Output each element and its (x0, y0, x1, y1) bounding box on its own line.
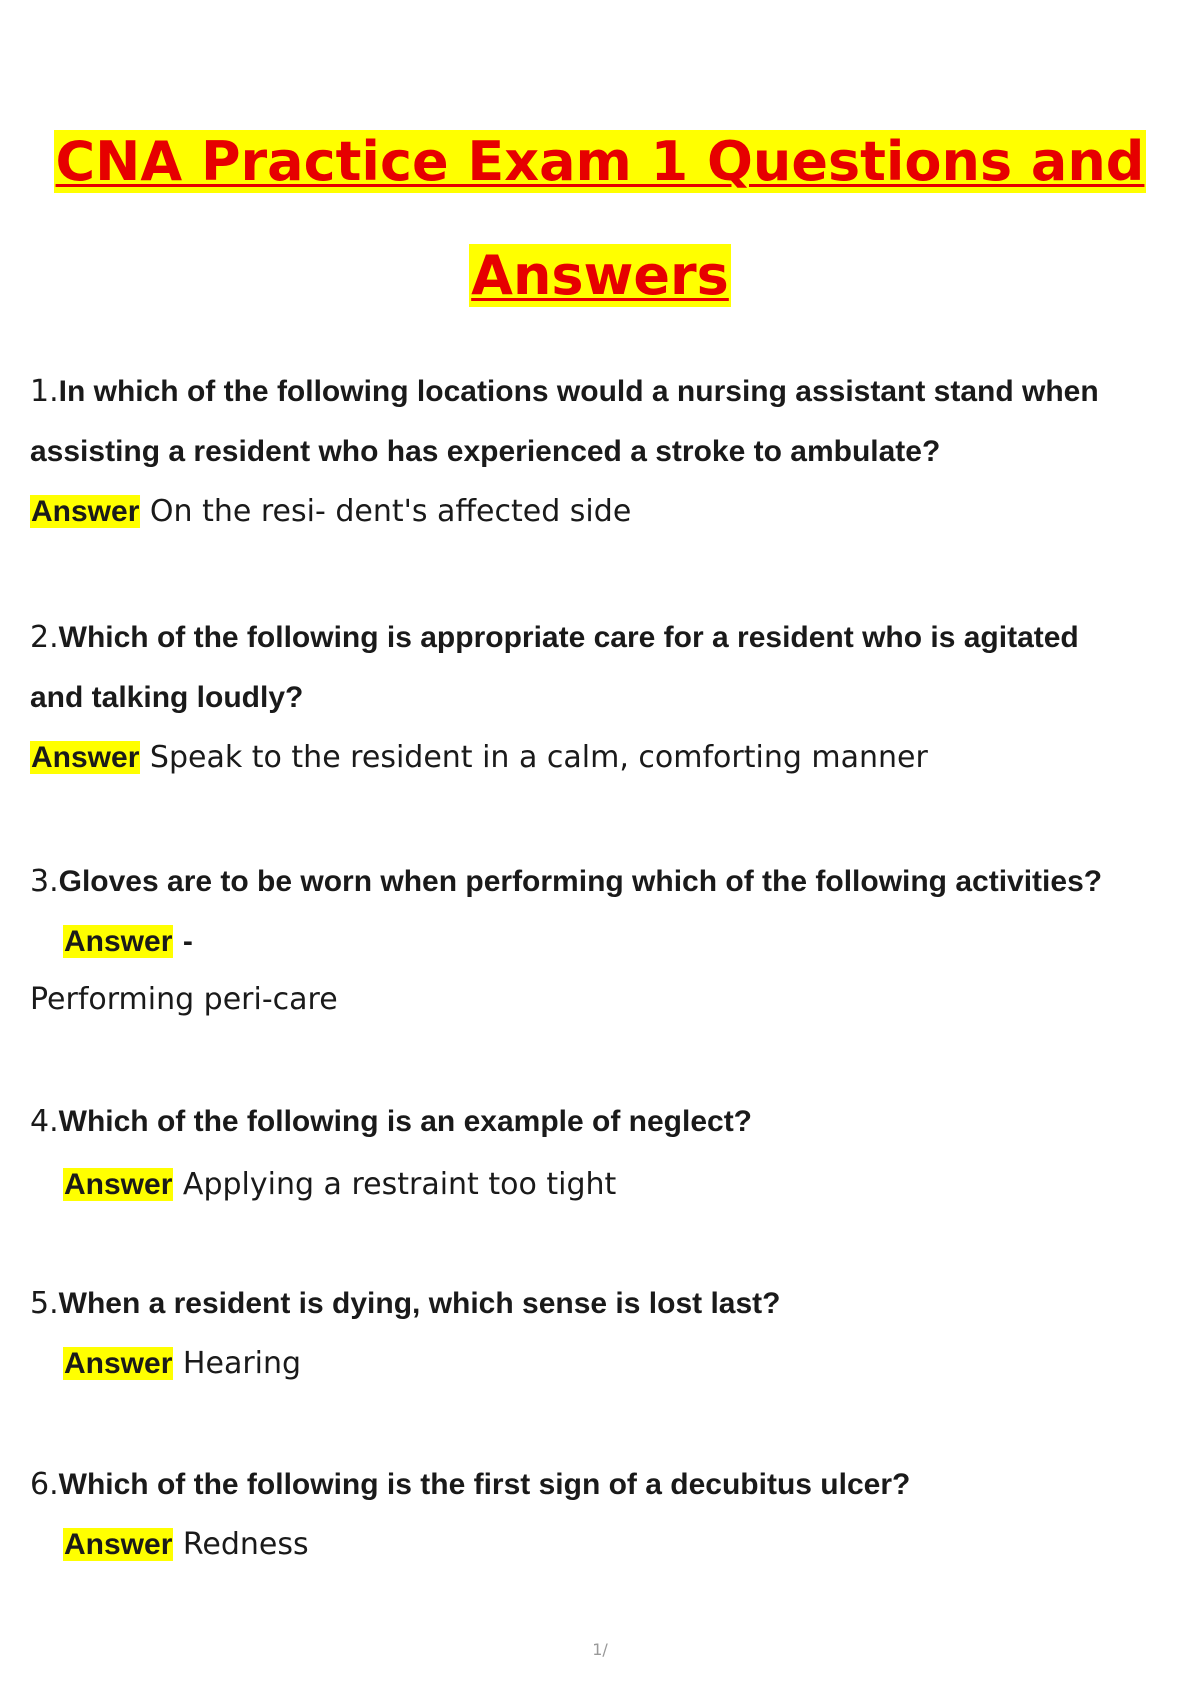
answer-label: Answer (64, 1347, 173, 1380)
question-4 (30, 1092, 1180, 1218)
answer-line (30, 912, 1180, 972)
question-number: 6. (30, 1467, 59, 1502)
question-text (30, 852, 1180, 912)
question-3 (30, 852, 1180, 1028)
answer-text: Redness (182, 1527, 309, 1562)
answer-label: Answer (31, 741, 140, 774)
question-number: 3. (30, 864, 59, 899)
question-text (30, 608, 1180, 668)
question-number: 4. (30, 1104, 59, 1139)
answer-line (30, 1334, 1180, 1394)
question-2 (30, 608, 1180, 788)
answer-label: Answer (64, 925, 173, 958)
answer-line (30, 728, 1180, 788)
question-line: In which of the following locations would a nursing assistant stand when (58, 375, 1099, 408)
document-title (0, 112, 1200, 340)
question-number: 2. (30, 620, 59, 655)
question-line: Which of the following is appropriate care for a resident who is agitated (58, 621, 1079, 654)
question-text (30, 1092, 1180, 1152)
answer-label: Answer (64, 1168, 173, 1201)
question-line: Gloves are to be worn when performing which of the following activities? (58, 865, 1103, 898)
title-line-1: CNA Practice Exam 1 Questions and (55, 130, 1145, 193)
question-text-continued: assisting a resident who has experienced a stroke to ambulate? (30, 435, 941, 468)
question-line: Which of the following is the first sign of a decubitus ulcer? (58, 1468, 911, 1501)
answer-line (30, 1515, 1180, 1575)
question-line: When a resident is dying, which sense is lost last? (58, 1287, 781, 1320)
answer-label: Answer (64, 1528, 173, 1561)
question-text-continued: and talking loudly? (30, 681, 304, 714)
answer-label: Answer (31, 495, 140, 528)
question-text (30, 1274, 1180, 1334)
title-line-2: Answers (471, 244, 729, 307)
answer-line (30, 482, 1180, 542)
question-5 (30, 1274, 1180, 1394)
answer-text: Applying a restraint too tight (182, 1167, 617, 1202)
question-text (30, 362, 1180, 422)
answer-text: On the resi- dent's affected side (149, 494, 632, 529)
answer-text: Performing peri-care (30, 982, 338, 1017)
page-number: 1/ (592, 1640, 608, 1659)
answer-text: Speak to the resident in a calm, comforting manner (149, 740, 928, 775)
answer-line (30, 1152, 1180, 1218)
question-line: Which of the following is an example of neglect? (58, 1105, 753, 1138)
question-number: 5. (30, 1286, 59, 1321)
question-text (30, 1455, 1180, 1515)
answer-text: Hearing (182, 1346, 302, 1381)
answer-dash: - (182, 925, 193, 958)
question-1 (30, 362, 1180, 542)
question-6 (30, 1455, 1180, 1575)
question-number: 1. (30, 374, 59, 409)
